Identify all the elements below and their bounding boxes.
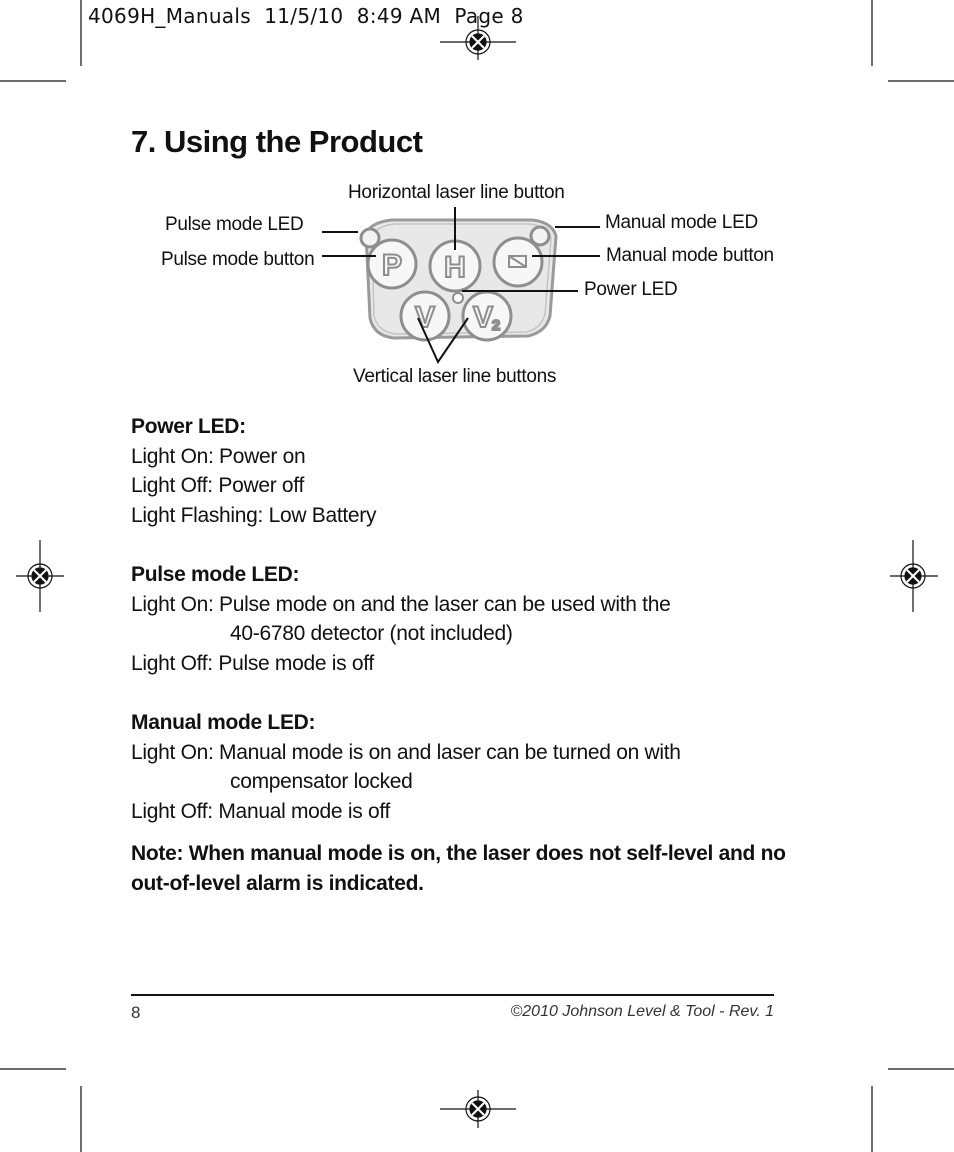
pulse-led-on-continued: 40-6780 detector (not included) (230, 622, 513, 646)
manual-led-off: Light Off: Manual mode is off (131, 799, 391, 823)
footer-divider (131, 994, 774, 996)
vertical-1-key-glyph: V (414, 301, 436, 334)
manual-led-on: Light On: Manual mode is on and laser can be turned on with (131, 740, 681, 764)
pulse-led-section (131, 560, 670, 678)
label-vertical-buttons: Vertical laser line buttons (353, 366, 557, 387)
manual-led-section (131, 708, 681, 826)
page-title: 7. Using the Product (131, 124, 423, 159)
label-pulse-button: Pulse mode button (161, 249, 315, 270)
power-led-heading: Power LED: (131, 415, 246, 438)
manual-led-heading: Manual mode LED: (131, 711, 316, 734)
label-pulse-led: Pulse mode LED (165, 214, 304, 235)
power-led-line: Light Off: Power off (131, 474, 304, 498)
manual-mode-note: Note: When manual mode is on, the laser does not self-level and no out-of-level alarm is indicated. (131, 842, 786, 895)
page-number: 8 (131, 1003, 141, 1022)
power-led (453, 293, 463, 303)
label-power-led: Power LED (584, 279, 678, 300)
pulse-key-glyph: P (381, 249, 403, 282)
label-horizontal-button: Horizontal laser line button (348, 182, 565, 203)
label-manual-button: Manual mode button (606, 245, 774, 266)
manual-led-on-continued: compensator locked (230, 770, 413, 794)
label-manual-led: Manual mode LED (605, 212, 758, 233)
pulse-led-off: Light Off: Pulse mode is off (131, 651, 374, 675)
pulse-led-heading: Pulse mode LED: (131, 563, 300, 586)
horizontal-key-glyph: H (444, 251, 466, 284)
vertical-2-key-glyph: V (472, 301, 494, 334)
pulse-led-on: Light On: Pulse mode on and the laser can be used with the (131, 592, 671, 616)
power-led-section (131, 412, 376, 530)
power-led-line: Light Flashing: Low Battery (131, 503, 377, 527)
copyright-notice: ©2010 Johnson Level & Tool - Rev. 1 (510, 1003, 774, 1020)
vertical-2-key-subscript: 2 (491, 317, 501, 334)
power-led-line: Light On: Power on (131, 444, 306, 468)
print-slug-header: 4069H_Manuals 11/5/10 8:49 AM Page 8 (88, 4, 524, 28)
